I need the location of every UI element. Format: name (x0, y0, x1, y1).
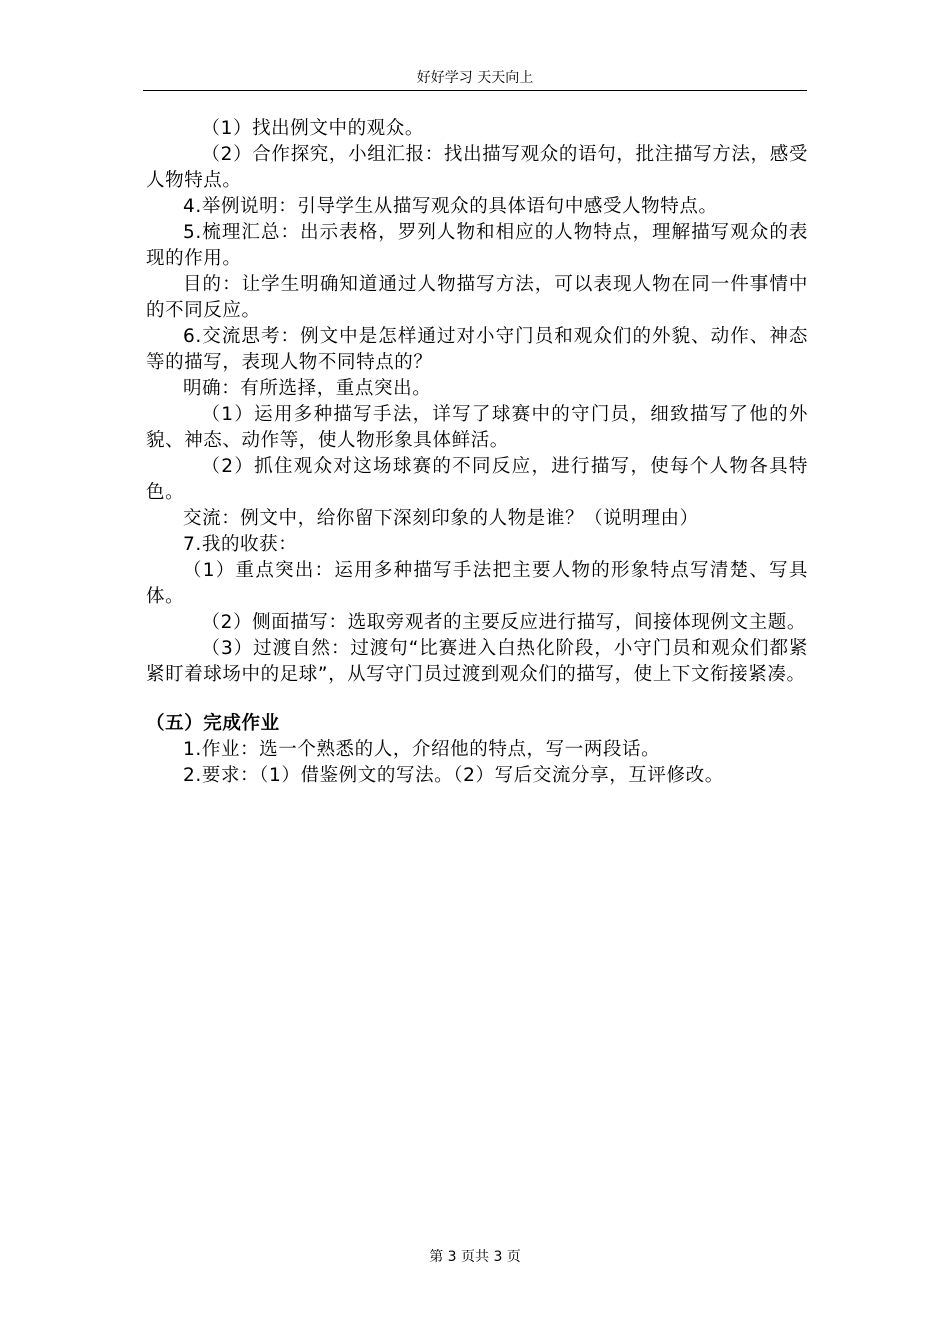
paragraph-homework-1: 1.作业：选一个熟悉的人，介绍他的特点，写一两段话。 (183, 739, 661, 760)
section-heading-homework: （五）完成作业 (146, 713, 280, 734)
paragraph-step-5: 5.梳理汇总：出示表格，罗列人物和相应的人物特点，理解描写观众的表现的作用。 (146, 222, 808, 269)
paragraph-exchange: 交流：例文中，给你留下深刻印象的人物是谁？（说明理由） (183, 508, 699, 529)
paragraph-clarify-2: （2）抓住观众对这场球赛的不同反应，进行描写，使每个人物各具特色。 (146, 456, 808, 503)
paragraph-step-7: 7.我的收获： (183, 534, 298, 555)
page-footer: 第 3 页共 3 页 (429, 1249, 521, 1265)
page-header: 好好学习 天天向上 (143, 68, 807, 91)
paragraph-gain-1: （1）重点突出：运用多种描写手法把主要人物的形象特点写清楚、写具体。 (146, 560, 808, 607)
paragraph-gain-2: （2）侧面描写：选取旁观者的主要反应进行描写，间接体现例文主题。 (201, 612, 806, 633)
paragraph-gain-3: （3）过渡自然：过渡句“比赛进入白热化阶段，小守门员和观众们都紧紧盯着球场中的足球”，从写守门员过渡到观众们的描写，使上下文衔接紧凑。 (146, 638, 808, 685)
paragraph-purpose: 目的：让学生明确知道通过人物描写方法，可以表现人物在同一件事情中的不同反应。 (146, 274, 808, 321)
paragraph-cooperative-inquiry: （2）合作探究，小组汇报：找出描写观众的语句，批注描写方法，感受人物特点。 (146, 144, 808, 191)
paragraph-clarify-1: （1）运用多种描写手法，详写了球赛中的守门员，细致描写了他的外貌、神态、动作等，使人物形象具体鲜活。 (146, 404, 808, 451)
document-body (146, 116, 808, 789)
paragraph-homework-2: 2.要求：（1）借鉴例文的写法。（2）写后交流分享，互评修改。 (183, 765, 724, 786)
paragraph-find-audience: （1）找出例文中的观众。 (201, 118, 424, 139)
paragraph-step-6: 6.交流思考：例文中是怎样通过对小守门员和观众们的外貌、动作、神态等的描写，表现人物不同特点的？ (146, 326, 808, 373)
paragraph-clarify: 明确：有所选择，重点突出。 (183, 378, 432, 399)
paragraph-step-4: 4.举例说明：引导学生从描写观众的具体语句中感受人物特点。 (183, 196, 718, 217)
